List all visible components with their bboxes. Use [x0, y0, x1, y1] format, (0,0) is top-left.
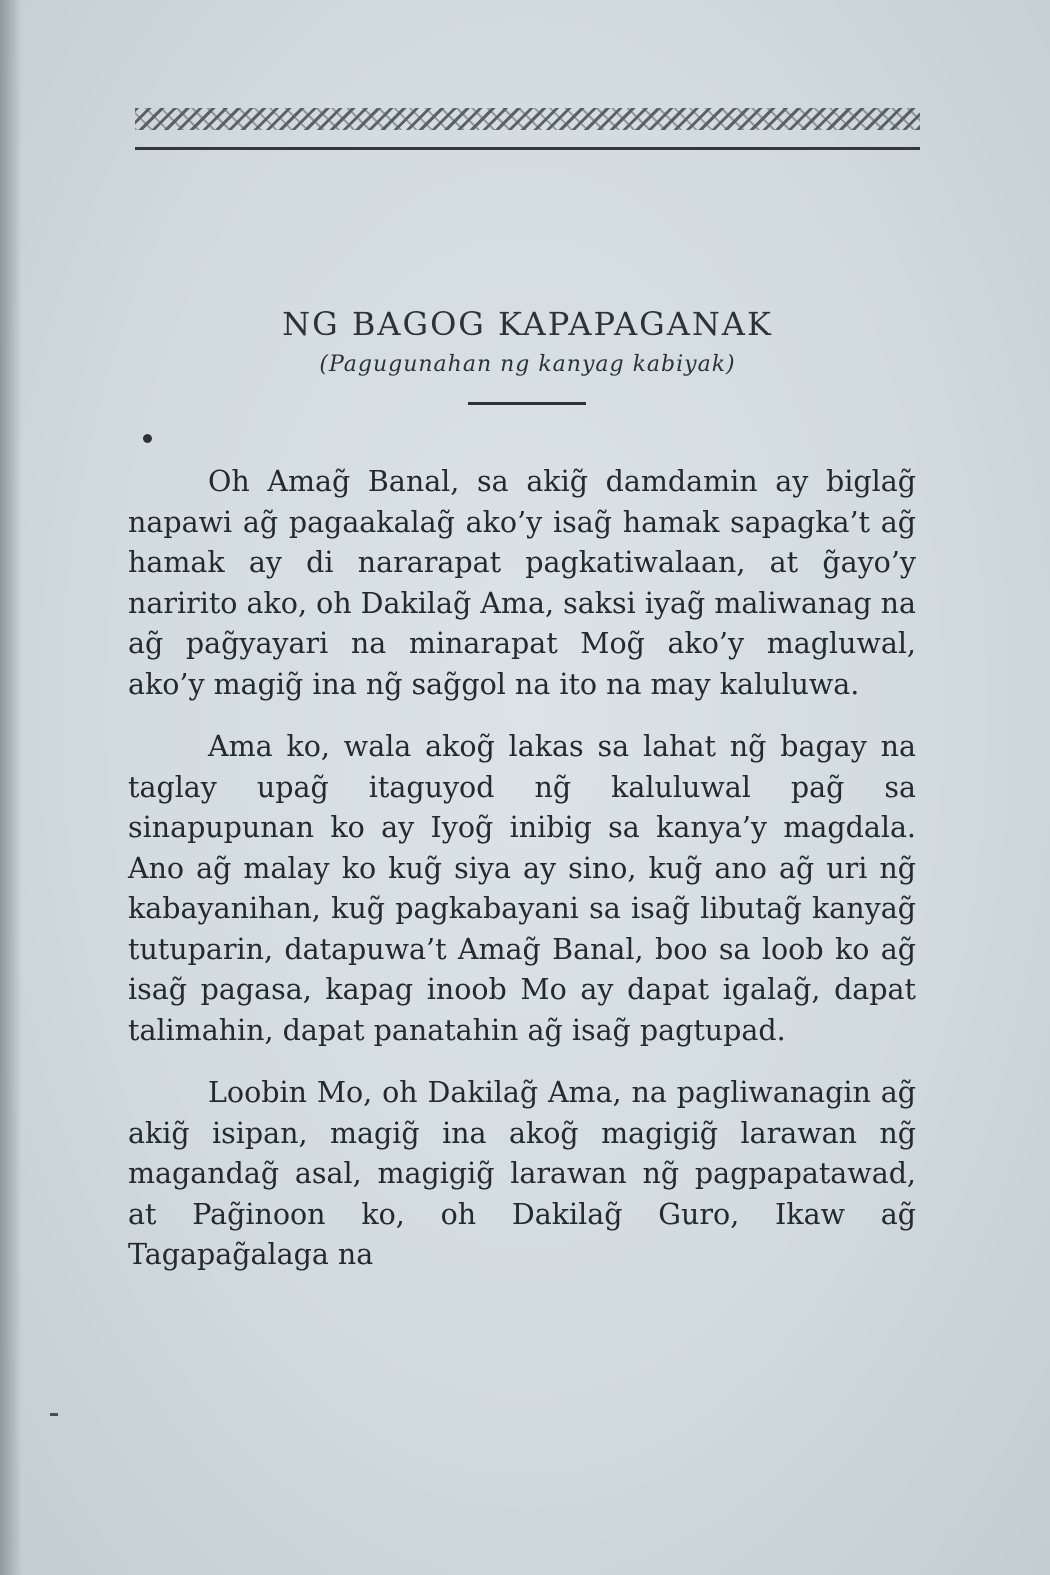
page-edge-shadow	[0, 0, 22, 1575]
prayer-title: NG BAGOG KAPAPAGANAK	[282, 305, 773, 343]
paragraph-1: Oh Amag̃ Banal, sa akig̃ damdamin ay biglag̃ napawi ag̃ pagaakalag̃ ako’y isag̃ hamak sapagka’t ag̃ hamak ay di nararapat pagkatiwalaan, at g̃ayo’y naririto ako, oh Dakilag̃ Ama, saksi iyag̃ maliwanag na ag̃ pag̃yayari na minarapat Mog̃ ako’y magluwal, ako’y magig̃ ina ng̃ sag̃gol na ito na may kaluluwa.	[128, 465, 916, 701]
header-rule	[135, 147, 920, 150]
margin-mark	[50, 1413, 58, 1416]
paragraph-2: Ama ko, wala akog̃ lakas sa lahat ng̃ bagay na taglay upag̃ itaguyod ng̃ kaluluwal pag̃ sa sinapupunan ko ay Iyog̃ inibig sa kanya’y magdala. Ano ag̃ malay ko kug̃ siya ay sino, kug̃ ano ag̃ uri ng̃ kabayanihan, kug̃ pagkabayani sa isag̃ libutag̃ kanyag̃ tutuparin, datapuwa’t Amag̃ Banal, boo sa loob ko ag̃ isag̃ pagasa, kapag inoob Mo ay dapat igalag̃, dapat talimahin, dapat panatahin ag̃ isag̃ pagtupad.	[128, 730, 916, 1047]
paragraph-3: Loobin Mo, oh Dakilag̃ Ama, na pagliwanagin ag̃ akig̃ isipan, magig̃ ina akog̃ magigig̃ larawan ng̃ magandag̃ asal, magigig̃ larawan ng̃ pagpapatawad, at Pag̃inoon ko, oh Dakilag̃ Guro, Ikaw ag̃ Tagapag̃alaga na	[128, 1076, 916, 1271]
title-divider	[468, 402, 586, 405]
prayer-body	[128, 462, 916, 1298]
prayer-subtitle: (Pagugunahan ng kanyag kabiyak)	[319, 352, 736, 377]
bullet-mark	[143, 434, 152, 443]
decorative-header-ornament	[135, 108, 920, 130]
